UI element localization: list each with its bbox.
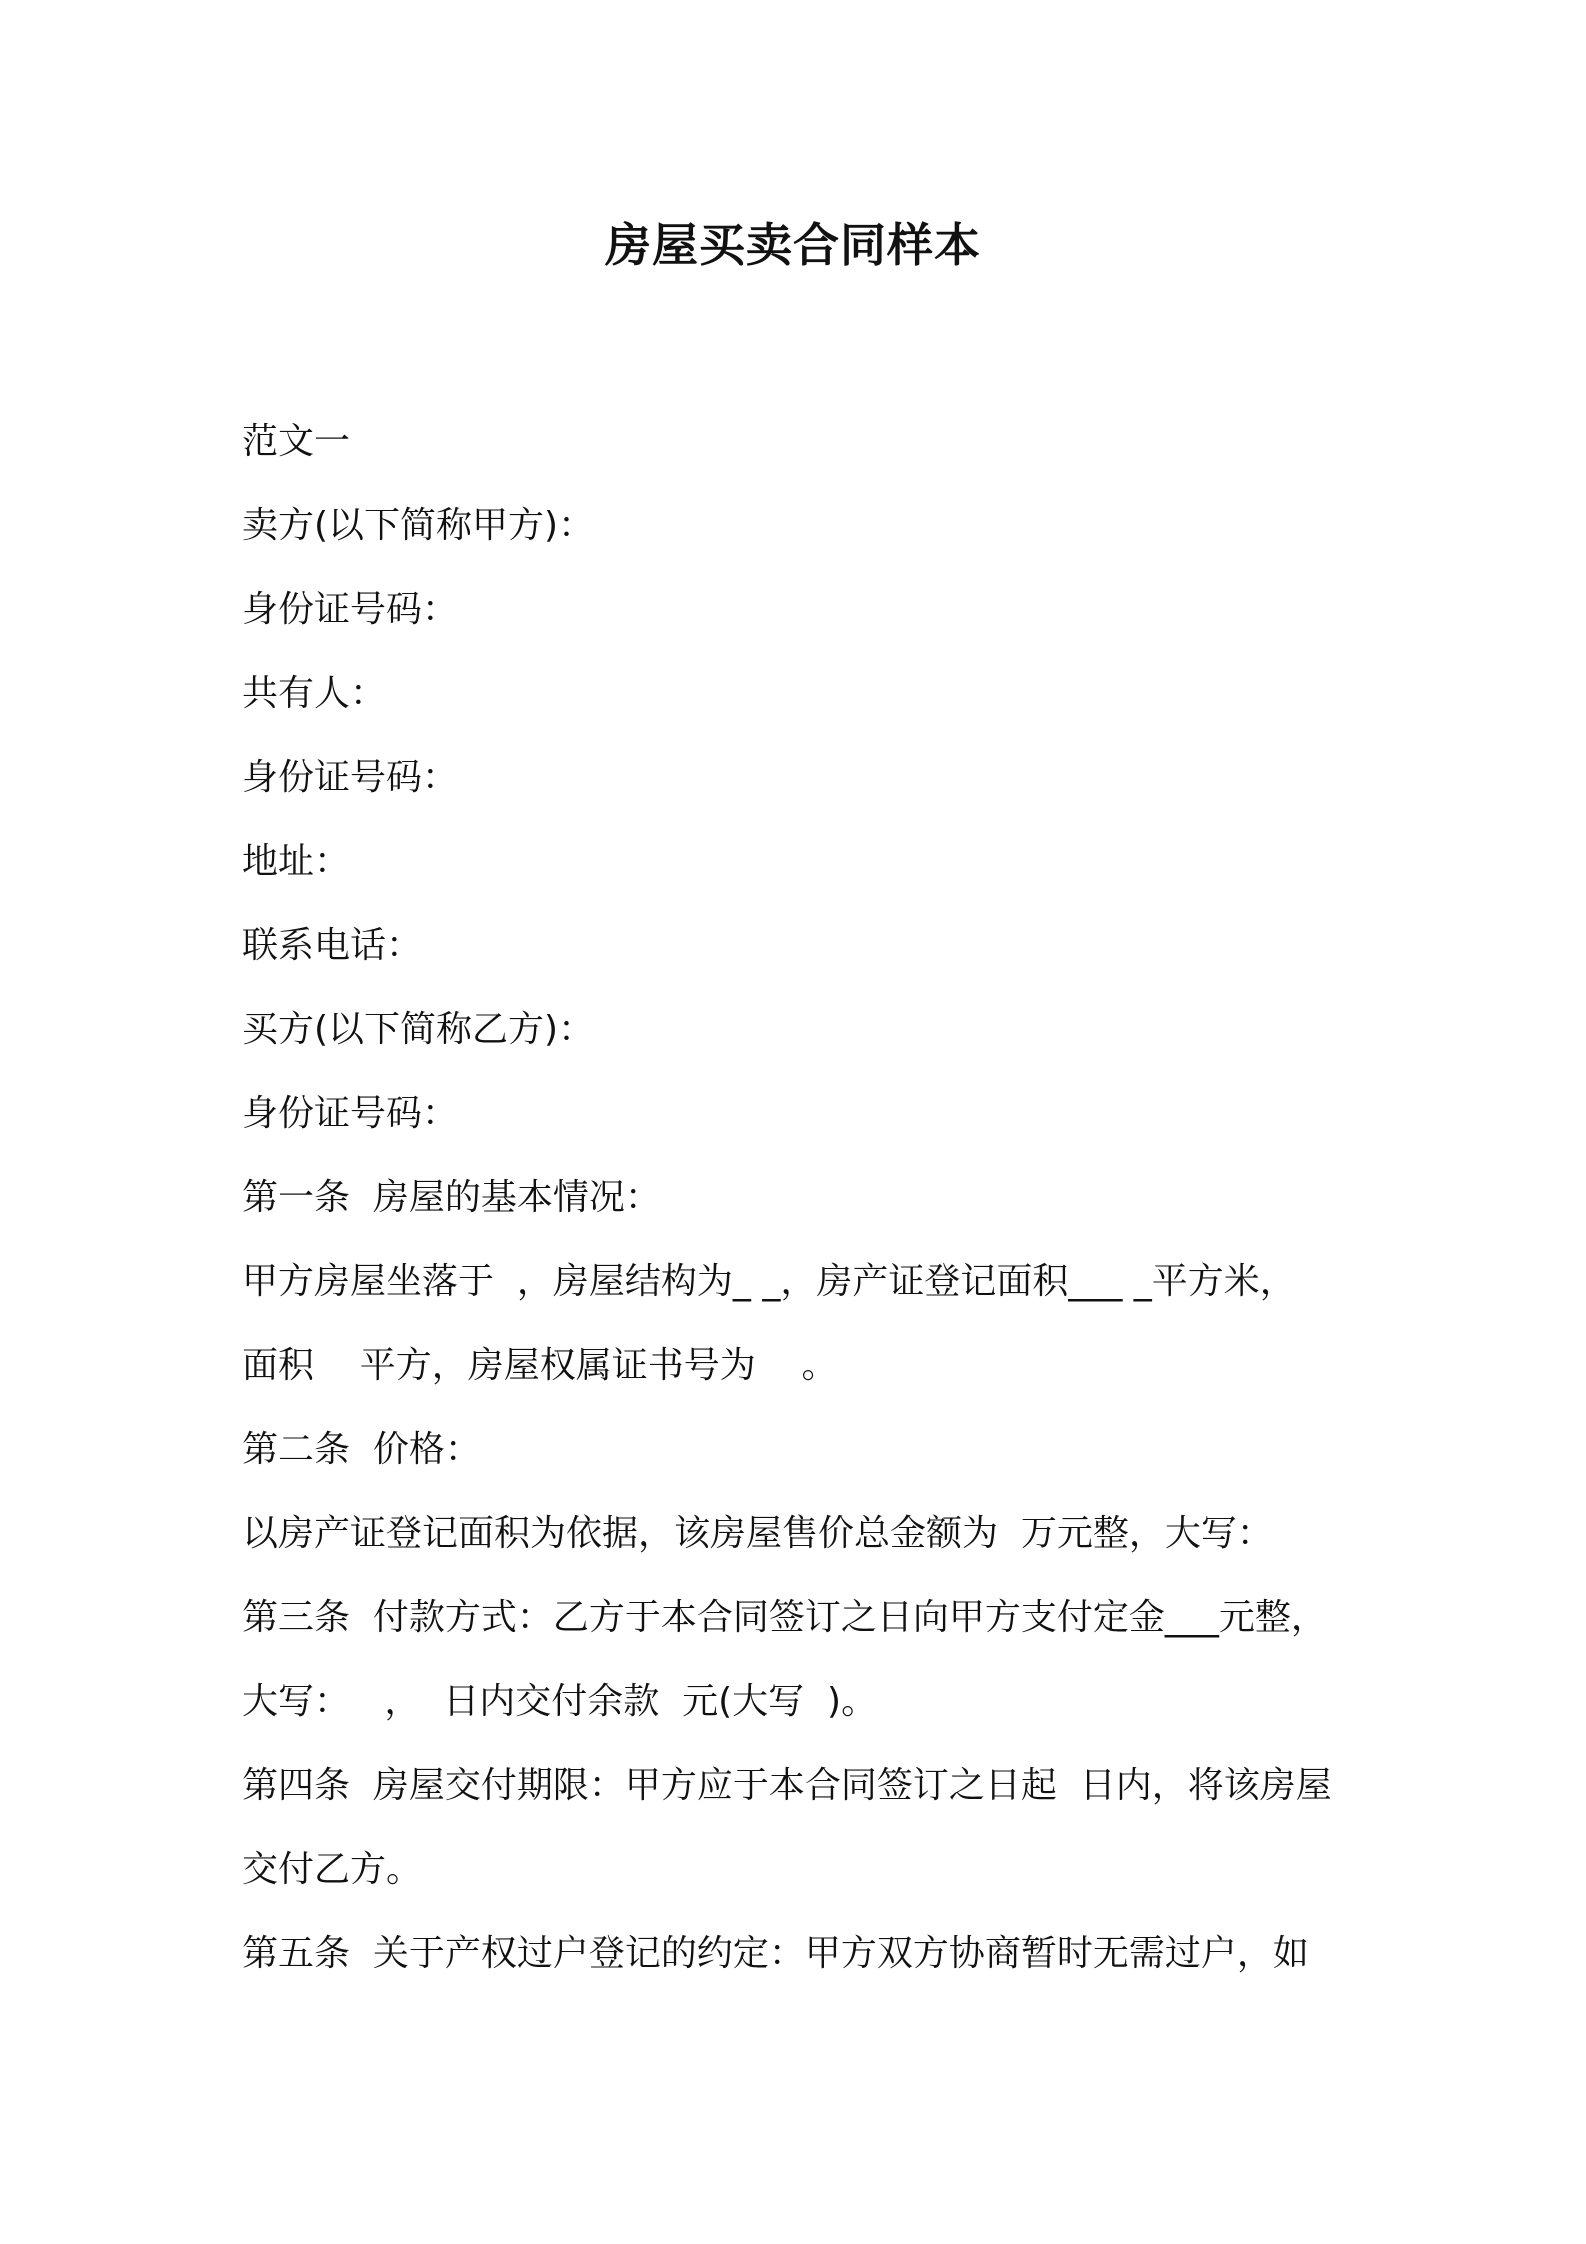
body-line: 交付乙方。 bbox=[242, 1849, 423, 1890]
body-line: 第四条 房屋交付期限：甲方应于本合同签订之日起 日内，将该房屋 bbox=[242, 1765, 1332, 1806]
body-line: 第五条 关于产权过户登记的约定：甲方双方协商暂时无需过户，如 bbox=[242, 1933, 1309, 1974]
body-line: 面积 平方，房屋权属证书号为 。 bbox=[242, 1345, 838, 1386]
body-line: 第三条 付款方式：乙方于本合同签订之日向甲方支付定金___元整， bbox=[242, 1597, 1327, 1638]
body-line: 买方(以下简称乙方)： bbox=[242, 1009, 595, 1050]
body-line: 身份证号码： bbox=[242, 1093, 459, 1134]
document-title: 房屋买卖合同样本 bbox=[605, 218, 981, 272]
body-line: 以房产证登记面积为依据，该房屋售价总金额为 万元整，大写： bbox=[242, 1513, 1273, 1554]
body-line: 身份证号码： bbox=[242, 589, 459, 630]
document-body bbox=[242, 400, 1362, 1996]
body-line: 卖方(以下简称甲方)： bbox=[242, 505, 595, 546]
body-line: 甲方房屋坐落于 ，房屋结构为_ _，房产证登记面积___ _平方米， bbox=[242, 1261, 1296, 1302]
body-line: 共有人： bbox=[242, 673, 387, 714]
body-line: 联系电话： bbox=[242, 925, 423, 966]
body-line: 身份证号码： bbox=[242, 757, 459, 798]
body-line: 大写： ， 日内交付余款 元(大写 )。 bbox=[242, 1681, 878, 1722]
body-line: 第二条 价格： bbox=[242, 1429, 481, 1470]
body-line: 范文一 bbox=[242, 421, 351, 462]
body-line: 第一条 房屋的基本情况： bbox=[242, 1177, 661, 1218]
body-line: 地址： bbox=[242, 841, 351, 882]
